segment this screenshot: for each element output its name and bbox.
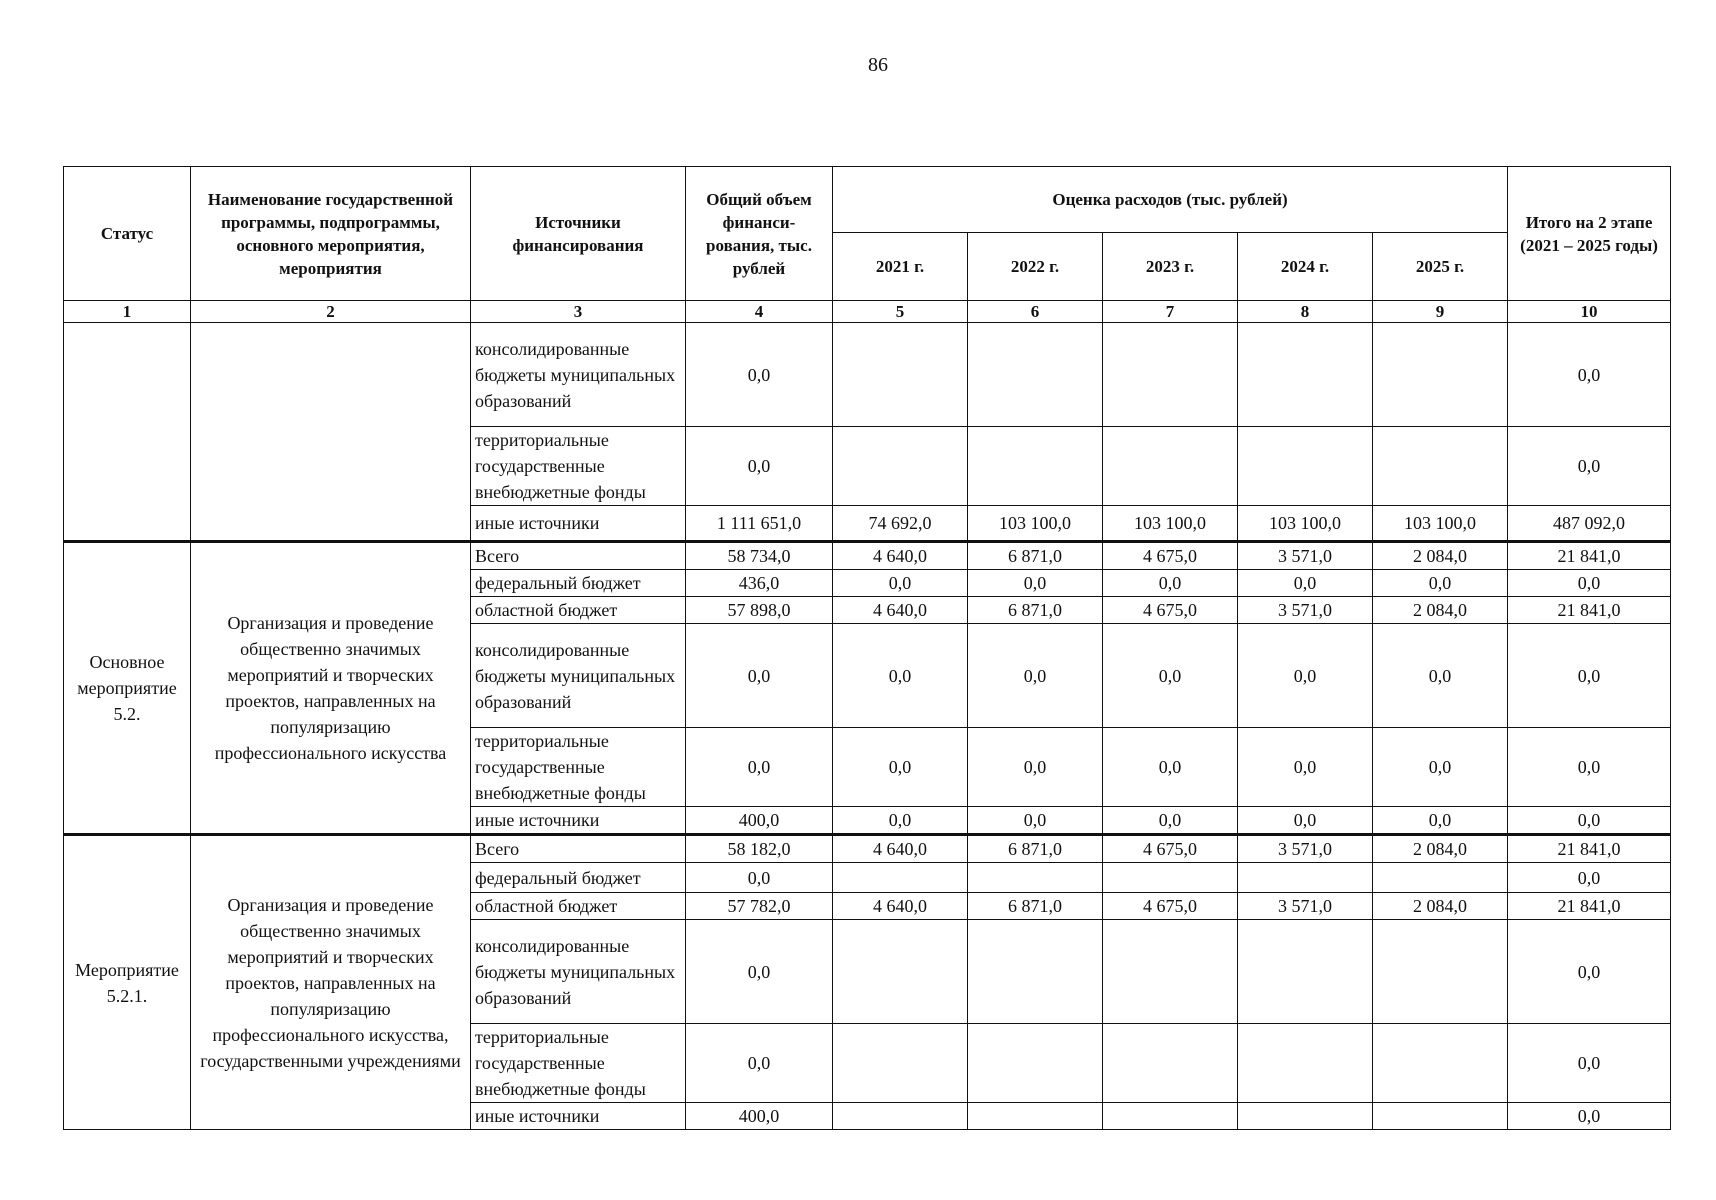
year-value-cell (1103, 1103, 1238, 1130)
column-numbers-row (64, 301, 1671, 323)
stage-total-cell: 0,0 (1508, 1103, 1671, 1130)
row-program-name: Организация и проведение общественно значимых мероприятий и творческих проектов, направленных на популяризацию профессионального искусства (191, 542, 471, 835)
table-row (64, 835, 1671, 863)
total-volume-cell: 0,0 (686, 863, 833, 893)
funding-source: консолидированные бюджеты муниципальных образований (471, 920, 686, 1024)
total-volume-cell: 0,0 (686, 624, 833, 728)
stage-total-cell: 21 841,0 (1508, 597, 1671, 624)
stage-total-cell: 0,0 (1508, 807, 1671, 835)
column-number: 3 (471, 301, 686, 323)
funding-source: иные источники (471, 506, 686, 542)
stage-total-cell: 0,0 (1508, 863, 1671, 893)
year-value-cell: 0,0 (833, 728, 968, 807)
funding-source: федеральный бюджет (471, 570, 686, 597)
funding-source: консолидированные бюджеты муниципальных образований (471, 624, 686, 728)
year-value-cell: 3 571,0 (1238, 597, 1373, 624)
stage-total-cell: 0,0 (1508, 920, 1671, 1024)
total-volume-cell: 0,0 (686, 427, 833, 506)
funding-source: территориальные государственные внебюджетные фонды (471, 427, 686, 506)
table-row (64, 323, 1671, 427)
year-value-cell (1238, 863, 1373, 893)
stage-total-cell: 0,0 (1508, 624, 1671, 728)
header-year: 2022 г. (968, 233, 1103, 301)
year-value-cell (1103, 1024, 1238, 1103)
year-value-cell: 0,0 (1103, 728, 1238, 807)
year-value-cell: 103 100,0 (1103, 506, 1238, 542)
stage-total-cell: 21 841,0 (1508, 893, 1671, 920)
total-volume-cell: 0,0 (686, 323, 833, 427)
total-volume-cell: 400,0 (686, 1103, 833, 1130)
column-number: 2 (191, 301, 471, 323)
column-number: 9 (1373, 301, 1508, 323)
year-value-cell (968, 1103, 1103, 1130)
column-number: 1 (64, 301, 191, 323)
year-value-cell (833, 863, 968, 893)
year-value-cell: 6 871,0 (968, 893, 1103, 920)
year-value-cell: 4 675,0 (1103, 893, 1238, 920)
year-value-cell (1238, 920, 1373, 1024)
year-value-cell (1373, 920, 1508, 1024)
year-value-cell (968, 323, 1103, 427)
funding-source: иные источники (471, 807, 686, 835)
year-value-cell (1238, 427, 1373, 506)
funding-source: иные источники (471, 1103, 686, 1130)
year-value-cell: 0,0 (1373, 728, 1508, 807)
funding-source: территориальные государственные внебюджетные фонды (471, 1024, 686, 1103)
year-value-cell: 2 084,0 (1373, 542, 1508, 570)
total-volume-cell: 400,0 (686, 807, 833, 835)
row-status: Основное мероприятие 5.2. (64, 542, 191, 835)
stage-total-cell: 21 841,0 (1508, 835, 1671, 863)
year-value-cell: 4 675,0 (1103, 542, 1238, 570)
stage-total-cell: 0,0 (1508, 427, 1671, 506)
year-value-cell: 74 692,0 (833, 506, 968, 542)
year-value-cell: 4 640,0 (833, 542, 968, 570)
year-value-cell: 6 871,0 (968, 597, 1103, 624)
page-number: 86 (868, 54, 888, 76)
year-value-cell: 0,0 (968, 570, 1103, 597)
total-volume-cell: 57 782,0 (686, 893, 833, 920)
year-value-cell: 103 100,0 (1238, 506, 1373, 542)
year-value-cell (1373, 1024, 1508, 1103)
column-number: 4 (686, 301, 833, 323)
year-value-cell (968, 920, 1103, 1024)
total-volume-cell: 0,0 (686, 728, 833, 807)
year-value-cell (833, 427, 968, 506)
stage-total-cell: 487 092,0 (1508, 506, 1671, 542)
funding-source: областной бюджет (471, 893, 686, 920)
stage-total-cell: 0,0 (1508, 1024, 1671, 1103)
header-year: 2025 г. (1373, 233, 1508, 301)
year-value-cell (968, 1024, 1103, 1103)
year-value-cell: 0,0 (1238, 728, 1373, 807)
year-value-cell: 0,0 (968, 624, 1103, 728)
year-value-cell: 0,0 (1103, 807, 1238, 835)
total-volume-cell: 1 111 651,0 (686, 506, 833, 542)
year-value-cell: 0,0 (833, 570, 968, 597)
year-value-cell (968, 427, 1103, 506)
total-volume-cell: 0,0 (686, 920, 833, 1024)
header-name: Наименование государственной программы, подпрограммы, основного мероприятия, мероприятия (191, 167, 471, 301)
year-value-cell: 4 675,0 (1103, 835, 1238, 863)
year-value-cell (1103, 920, 1238, 1024)
year-value-cell: 0,0 (833, 807, 968, 835)
year-value-cell (1373, 863, 1508, 893)
year-value-cell: 4 640,0 (833, 893, 968, 920)
column-number: 7 (1103, 301, 1238, 323)
year-value-cell (1373, 323, 1508, 427)
stage-total-cell: 0,0 (1508, 323, 1671, 427)
funding-source: федеральный бюджет (471, 863, 686, 893)
year-value-cell: 0,0 (1238, 807, 1373, 835)
header-total-volume: Общий объем финанси-рования, тыс. рублей (686, 167, 833, 301)
year-value-cell: 4 675,0 (1103, 597, 1238, 624)
column-number: 10 (1508, 301, 1671, 323)
header-status: Статус (64, 167, 191, 301)
total-volume-cell: 57 898,0 (686, 597, 833, 624)
row-program-name: Организация и проведение общественно значимых мероприятий и творческих проектов, направленных на популяризацию профессионального искусства, государственными учреждениями (191, 835, 471, 1130)
year-value-cell (833, 323, 968, 427)
year-value-cell: 2 084,0 (1373, 597, 1508, 624)
year-value-cell: 103 100,0 (968, 506, 1103, 542)
total-volume-cell: 436,0 (686, 570, 833, 597)
year-value-cell (1103, 427, 1238, 506)
year-value-cell: 0,0 (968, 807, 1103, 835)
year-value-cell (833, 1024, 968, 1103)
year-value-cell: 3 571,0 (1238, 542, 1373, 570)
year-value-cell: 0,0 (1373, 570, 1508, 597)
header-estimate: Оценка расходов (тыс. рублей) (833, 167, 1508, 233)
year-value-cell (833, 920, 968, 1024)
column-number: 8 (1238, 301, 1373, 323)
year-value-cell (1238, 1024, 1373, 1103)
header-year: 2024 г. (1238, 233, 1373, 301)
year-value-cell (1103, 323, 1238, 427)
year-value-cell (1238, 323, 1373, 427)
header-stage-total: Итого на 2 этапе (2021 – 2025 годы) (1508, 167, 1671, 301)
year-value-cell: 0,0 (1103, 624, 1238, 728)
year-value-cell: 0,0 (1373, 624, 1508, 728)
year-value-cell: 4 640,0 (833, 835, 968, 863)
year-value-cell: 0,0 (1238, 570, 1373, 597)
funding-source: консолидированные бюджеты муниципальных образований (471, 323, 686, 427)
header-year: 2023 г. (1103, 233, 1238, 301)
stage-total-cell: 0,0 (1508, 728, 1671, 807)
year-value-cell: 6 871,0 (968, 835, 1103, 863)
year-value-cell: 103 100,0 (1373, 506, 1508, 542)
year-value-cell: 2 084,0 (1373, 835, 1508, 863)
year-value-cell: 4 640,0 (833, 597, 968, 624)
column-number: 5 (833, 301, 968, 323)
year-value-cell: 3 571,0 (1238, 835, 1373, 863)
year-value-cell: 0,0 (833, 624, 968, 728)
expense-table (63, 166, 1671, 1130)
year-value-cell (968, 863, 1103, 893)
header-year: 2021 г. (833, 233, 968, 301)
year-value-cell: 3 571,0 (1238, 893, 1373, 920)
year-value-cell (1373, 427, 1508, 506)
row-status: Мероприятие 5.2.1. (64, 835, 191, 1130)
year-value-cell: 0,0 (1238, 624, 1373, 728)
total-volume-cell: 58 734,0 (686, 542, 833, 570)
year-value-cell: 6 871,0 (968, 542, 1103, 570)
funding-source: Всего (471, 835, 686, 863)
column-number: 6 (968, 301, 1103, 323)
funding-source: территориальные государственные внебюджетные фонды (471, 728, 686, 807)
year-value-cell (1103, 863, 1238, 893)
year-value-cell: 0,0 (1373, 807, 1508, 835)
row-program-name (191, 323, 471, 542)
year-value-cell: 2 084,0 (1373, 893, 1508, 920)
year-value-cell (1373, 1103, 1508, 1130)
total-volume-cell: 0,0 (686, 1024, 833, 1103)
total-volume-cell: 58 182,0 (686, 835, 833, 863)
year-value-cell: 0,0 (1103, 570, 1238, 597)
stage-total-cell: 0,0 (1508, 570, 1671, 597)
table-row (64, 542, 1671, 570)
year-value-cell: 0,0 (968, 728, 1103, 807)
funding-source: областной бюджет (471, 597, 686, 624)
year-value-cell (833, 1103, 968, 1130)
header-sources: Источники финансирования (471, 167, 686, 301)
stage-total-cell: 21 841,0 (1508, 542, 1671, 570)
row-status (64, 323, 191, 542)
year-value-cell (1238, 1103, 1373, 1130)
funding-source: Всего (471, 542, 686, 570)
